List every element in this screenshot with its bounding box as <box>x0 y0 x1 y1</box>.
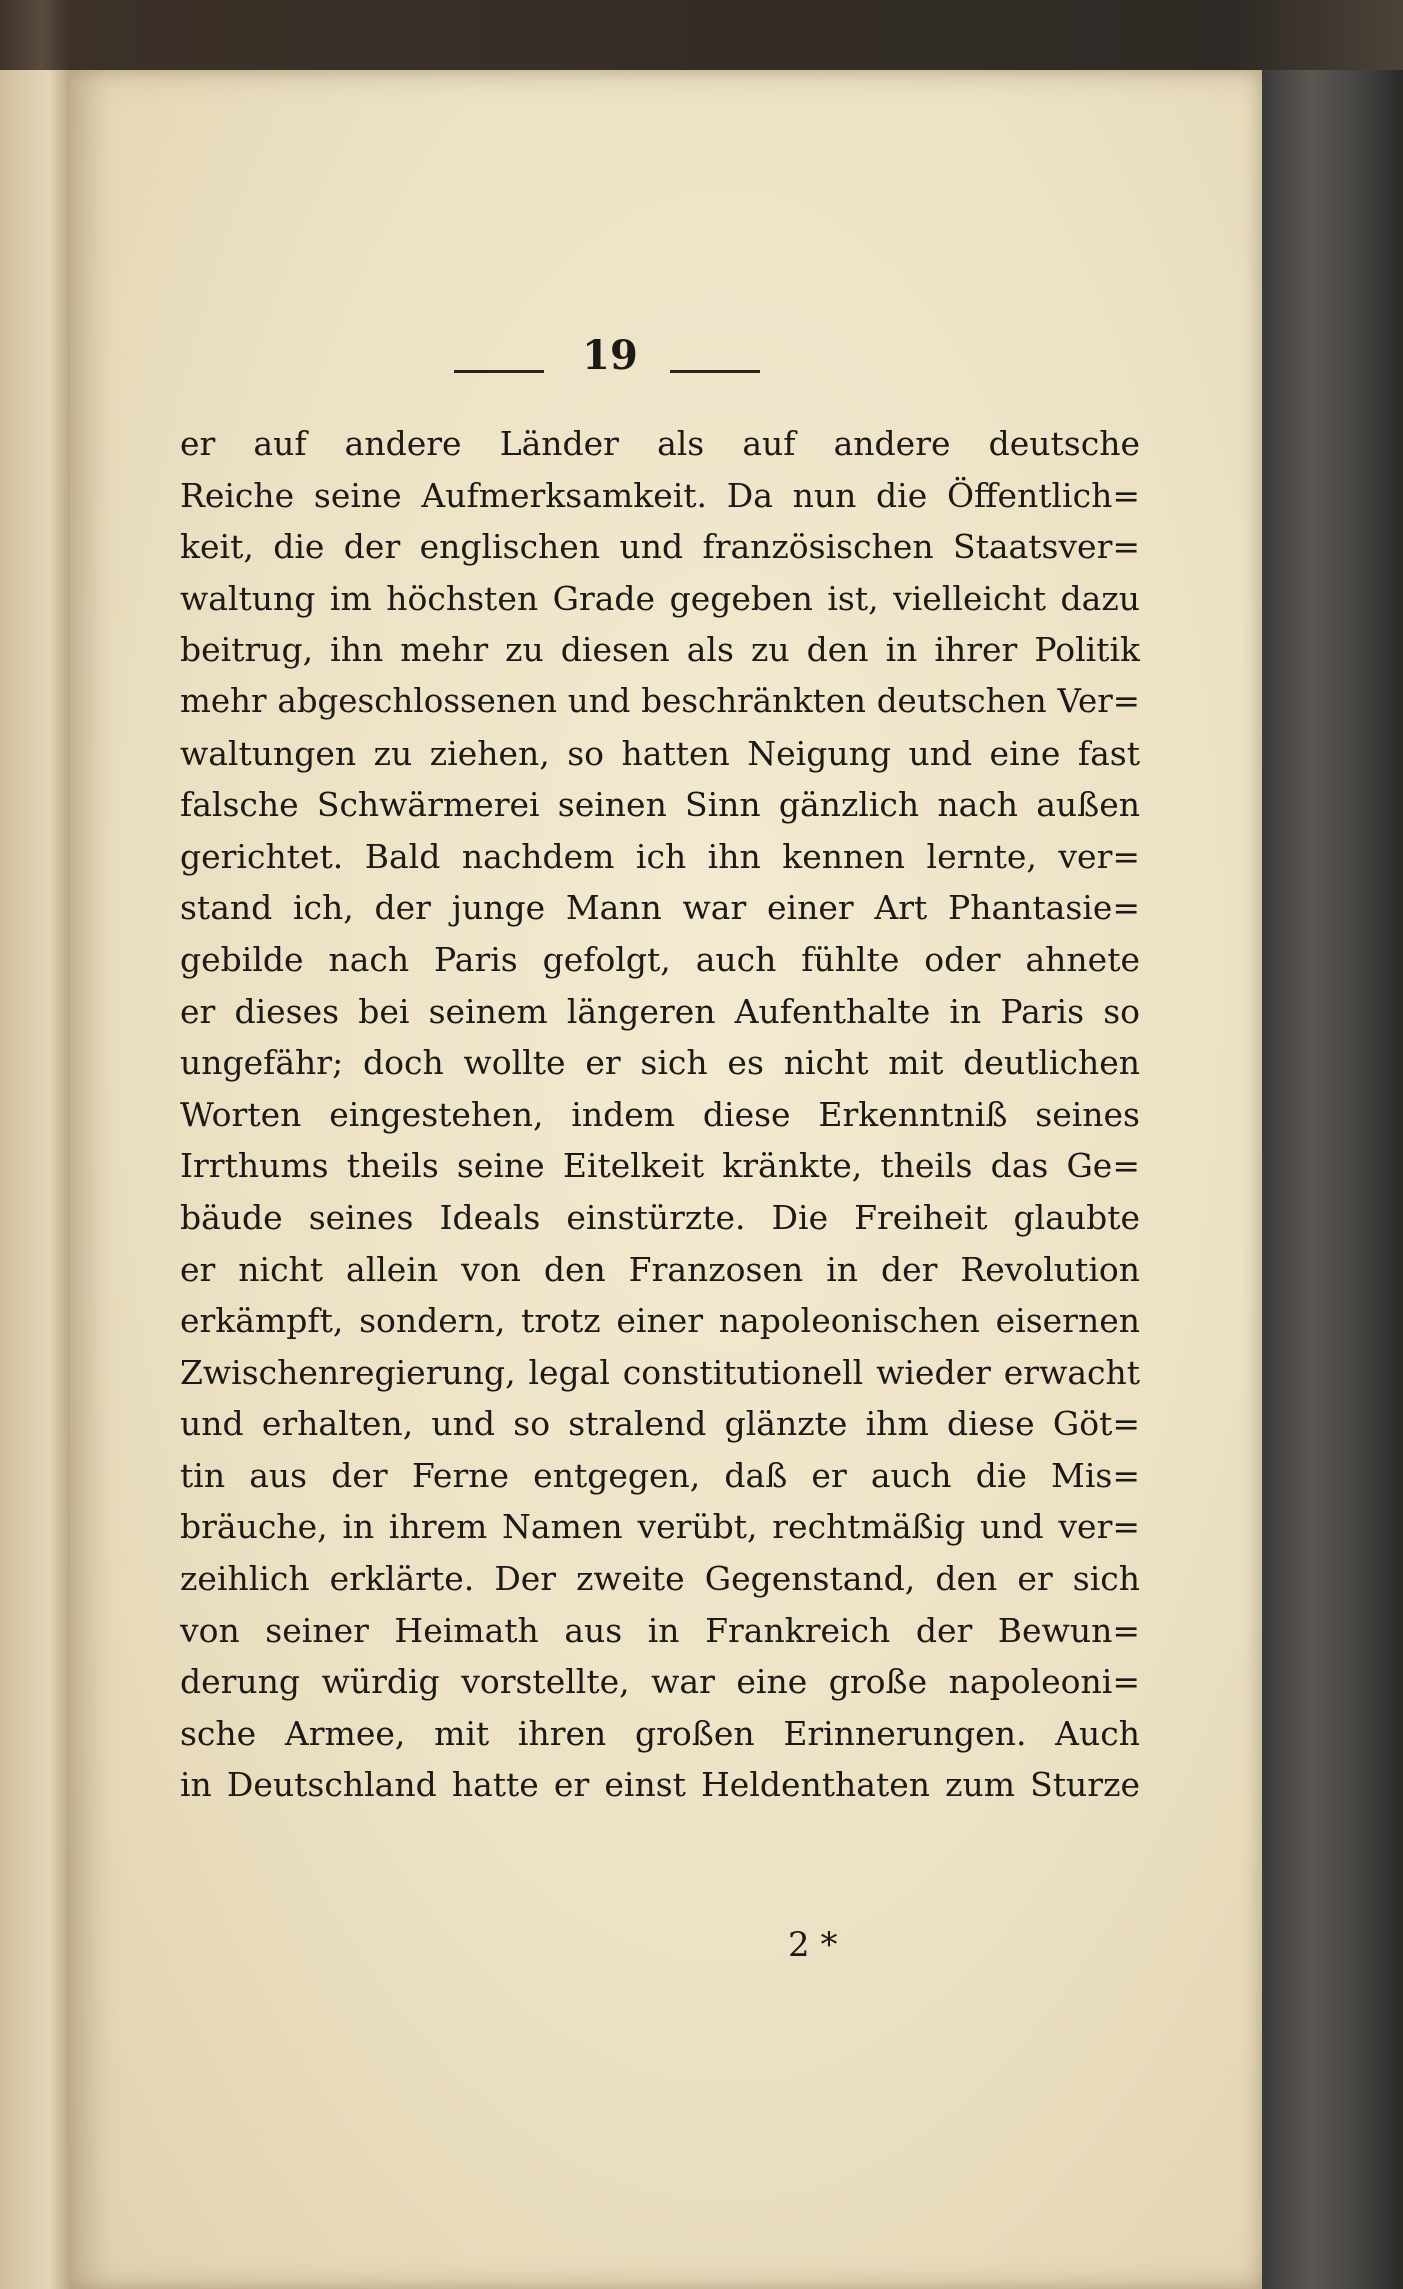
text-line: Zwischenregierung, legal constitutionell wieder erwacht <box>180 1352 1140 1392</box>
text-line: bräuche, in ihrem Namen verübt, rechtmäßig und ver= <box>180 1507 1140 1547</box>
text-line: Reiche seine Aufmerksamkeit. Da nun die Öffentlich= <box>180 475 1140 515</box>
text-line: und erhalten, und so stralend glänzte ihm diese Göt= <box>180 1404 1140 1444</box>
text-line: bäude seines Ideals einstürzte. Die Freiheit glaubte <box>180 1197 1140 1237</box>
text-line: beitrug, ihn mehr zu diesen als zu den in ihrer Politik <box>180 630 1140 670</box>
text-line: waltungen zu ziehen, so hatten Neigung und eine fast <box>180 733 1140 773</box>
header-rule-right <box>670 370 760 373</box>
book-page <box>70 70 1262 2289</box>
text-line: keit, die der englischen und französischen Staatsver= <box>180 527 1140 567</box>
previous-page-edge <box>0 70 70 2289</box>
text-line: sche Armee, mit ihren großen Erinnerungen. Auch <box>180 1713 1140 1753</box>
text-line: zeihlich erklärte. Der zweite Gegenstand, den er sich <box>180 1559 1140 1599</box>
text-line: Irrthums theils seine Eitelkeit kränkte, theils das Ge= <box>180 1146 1140 1186</box>
header-rule-left <box>454 370 544 373</box>
text-line: gebilde nach Paris gefolgt, auch fühlte oder ahnete <box>180 939 1140 979</box>
signature-mark: 2 * <box>788 1925 838 1965</box>
text-line: in Deutschland hatte er einst Heldenthaten zum Sturze <box>180 1765 1140 1805</box>
text-line: erkämpft, sondern, trotz einer napoleonischen eisernen <box>180 1301 1140 1341</box>
text-line: derung würdig vorstellte, war eine große napoleoni= <box>180 1662 1140 1702</box>
text-line: ungefähr; doch wollte er sich es nicht mit deutlichen <box>180 1043 1140 1083</box>
page-number: 19 <box>582 332 638 379</box>
text-line: tin aus der Ferne entgegen, daß er auch die Mis= <box>180 1455 1140 1495</box>
text-line: er dieses bei seinem längeren Aufenthalte in Paris so <box>180 991 1140 1031</box>
body-text <box>180 418 1140 1811</box>
text-line: von seiner Heimath aus in Frankreich der Bewun= <box>180 1610 1140 1650</box>
text-line: er auf andere Länder als auf andere deutsche <box>180 424 1140 463</box>
text-line: waltung im höchsten Grade gegeben ist, vielleicht dazu <box>180 578 1140 618</box>
text-line: er nicht allein von den Franzosen in der Revolution <box>180 1249 1140 1289</box>
text-line: falsche Schwärmerei seinen Sinn gänzlich nach außen <box>180 785 1140 825</box>
text-line: mehr abgeschlossenen und beschränkten deutschen Ver= <box>180 681 1140 720</box>
book-cover-edge <box>1262 70 1403 2289</box>
text-line: Worten eingestehen, indem diese Erkenntniß seines <box>180 1094 1140 1134</box>
text-line: stand ich, der junge Mann war einer Art Phantasie= <box>180 888 1140 928</box>
text-line: gerichtet. Bald nachdem ich ihn kennen lernte, ver= <box>180 836 1140 876</box>
